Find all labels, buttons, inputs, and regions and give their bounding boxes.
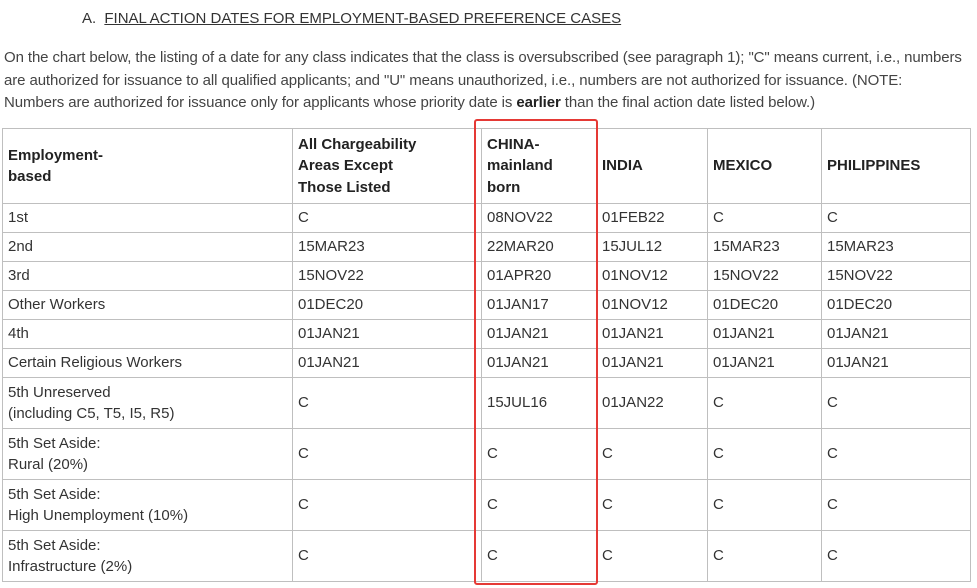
cell-mexico: C — [708, 531, 822, 582]
cell-china: 22MAR20 — [482, 233, 597, 262]
header-line: based — [8, 168, 52, 185]
cell-china: 01JAN21 — [482, 320, 597, 349]
table-row — [3, 378, 971, 429]
cell-all-chargeability: C — [293, 378, 482, 429]
header-line: INDIA — [602, 157, 643, 175]
header-line: Employment- — [8, 146, 104, 164]
cell-all-chargeability: 15NOV22 — [293, 262, 482, 291]
header-all-chargeability — [293, 129, 482, 204]
category-line: 2nd — [8, 238, 34, 256]
table-row — [3, 233, 971, 262]
table-body — [3, 204, 971, 582]
cell-mexico: 15MAR23 — [708, 233, 822, 262]
header-line: MEXICO — [713, 157, 773, 175]
category-line: Other Workers — [8, 296, 106, 314]
cell-india: 01JAN21 — [597, 349, 708, 378]
cell-india: 01NOV12 — [597, 262, 708, 291]
header-line: born — [487, 178, 521, 196]
cell-philippines: C — [822, 429, 971, 480]
header-philippines — [822, 129, 971, 204]
cell-china: C — [482, 429, 597, 480]
cell-all-chargeability: C — [293, 480, 482, 531]
cell-india: 01NOV12 — [597, 291, 708, 320]
category-line: 5th Set Aside: — [8, 536, 101, 554]
cell-china: C — [482, 480, 597, 531]
header-india — [597, 129, 708, 204]
cell-mexico: C — [708, 480, 822, 531]
header-line: PHILIPPINES — [827, 157, 921, 175]
row-category — [3, 262, 293, 291]
row-category — [3, 429, 293, 480]
category-line: 5th Set Aside: — [8, 485, 101, 503]
cell-china: 08NOV22 — [482, 204, 597, 233]
cell-philippines: 01DEC20 — [822, 291, 971, 320]
cell-mexico: C — [708, 429, 822, 480]
cell-india: C — [597, 429, 708, 480]
header-line: mainland — [487, 157, 553, 175]
row-category — [3, 349, 293, 378]
row-category — [3, 531, 293, 582]
cell-philippines: C — [822, 480, 971, 531]
category-line: High Unemployment (10%) — [8, 507, 189, 524]
cell-philippines: 15NOV22 — [822, 262, 971, 291]
cell-india: C — [597, 531, 708, 582]
header-line: Areas Except — [298, 157, 394, 175]
cell-mexico: 15NOV22 — [708, 262, 822, 291]
section-heading — [82, 10, 621, 27]
category-line: Certain Religious Workers — [8, 354, 182, 372]
cell-india: 01JAN22 — [597, 378, 708, 429]
cell-india: C — [597, 480, 708, 531]
cell-all-chargeability: 15MAR23 — [293, 233, 482, 262]
table-row — [3, 480, 971, 531]
row-category — [3, 480, 293, 531]
cell-china: 01JAN21 — [482, 349, 597, 378]
cell-china: C — [482, 531, 597, 582]
cell-all-chargeability: 01JAN21 — [293, 349, 482, 378]
intro-paragraph — [4, 47, 964, 115]
row-category — [3, 204, 293, 233]
cell-philippines: 15MAR23 — [822, 233, 971, 262]
intro-text-after: than the final action date listed below.) — [560, 94, 816, 111]
category-line: 5th Set Aside: — [8, 434, 101, 452]
cell-philippines: 01JAN21 — [822, 320, 971, 349]
cell-philippines: C — [822, 204, 971, 233]
cell-china: 15JUL16 — [482, 378, 597, 429]
category-line: 4th — [8, 325, 29, 343]
table-row — [3, 320, 971, 349]
header-line: Those Listed — [298, 178, 391, 196]
row-category — [3, 320, 293, 349]
cell-mexico: 01DEC20 — [708, 291, 822, 320]
row-category — [3, 291, 293, 320]
cell-mexico: 01JAN21 — [708, 349, 822, 378]
intro-bold-word: earlier — [516, 94, 561, 111]
table-row — [3, 204, 971, 233]
cell-all-chargeability: C — [293, 531, 482, 582]
header-mexico — [708, 129, 822, 204]
cell-philippines: C — [822, 531, 971, 582]
cell-china: 01APR20 — [482, 262, 597, 291]
header-row — [3, 129, 971, 204]
table-row — [3, 262, 971, 291]
section-prefix: A. — [82, 10, 97, 27]
cell-all-chargeability: 01JAN21 — [293, 320, 482, 349]
category-line: 3rd — [8, 267, 30, 285]
cell-mexico: 01JAN21 — [708, 320, 822, 349]
category-line: Rural (20%) — [8, 456, 89, 473]
table-header — [3, 129, 971, 204]
header-line: All Chargeability — [298, 135, 417, 153]
category-line: Infrastructure (2%) — [8, 558, 133, 575]
table-row — [3, 349, 971, 378]
header-china — [482, 129, 597, 204]
cell-india: 01FEB22 — [597, 204, 708, 233]
section-title: FINAL ACTION DATES FOR EMPLOYMENT-BASED PREFERENCE CASES — [104, 10, 622, 27]
header-line: CHINA- — [487, 135, 540, 153]
cell-all-chargeability: 01DEC20 — [293, 291, 482, 320]
cell-philippines: C — [822, 378, 971, 429]
cell-china: 01JAN17 — [482, 291, 597, 320]
cell-india: 15JUL12 — [597, 233, 708, 262]
final-action-dates-table — [2, 128, 971, 582]
cell-philippines: 01JAN21 — [822, 349, 971, 378]
table-row — [3, 429, 971, 480]
row-category — [3, 378, 293, 429]
cell-mexico: C — [708, 204, 822, 233]
intro-text-before: On the chart below, the listing of a date for any class indicates that the class is oversubscribed (see paragraph 1); "C" means current, i.e., numbers are authorized for issuance to all qualified applicants; and "U" means unauthorized, i.e., numbers are not authorized for issuance. (NOTE: Numbers are authorized for issuance only for applicants whose priority date is — [4, 49, 962, 111]
category-line: 5th Unreserved — [8, 383, 111, 401]
header-employment-based — [3, 129, 293, 204]
table-row — [3, 291, 971, 320]
cell-all-chargeability: C — [293, 429, 482, 480]
table-row — [3, 531, 971, 582]
category-line: (including C5, T5, I5, R5) — [8, 405, 175, 422]
cell-all-chargeability: C — [293, 204, 482, 233]
category-line: 1st — [8, 209, 29, 227]
row-category — [3, 233, 293, 262]
cell-india: 01JAN21 — [597, 320, 708, 349]
cell-mexico: C — [708, 378, 822, 429]
